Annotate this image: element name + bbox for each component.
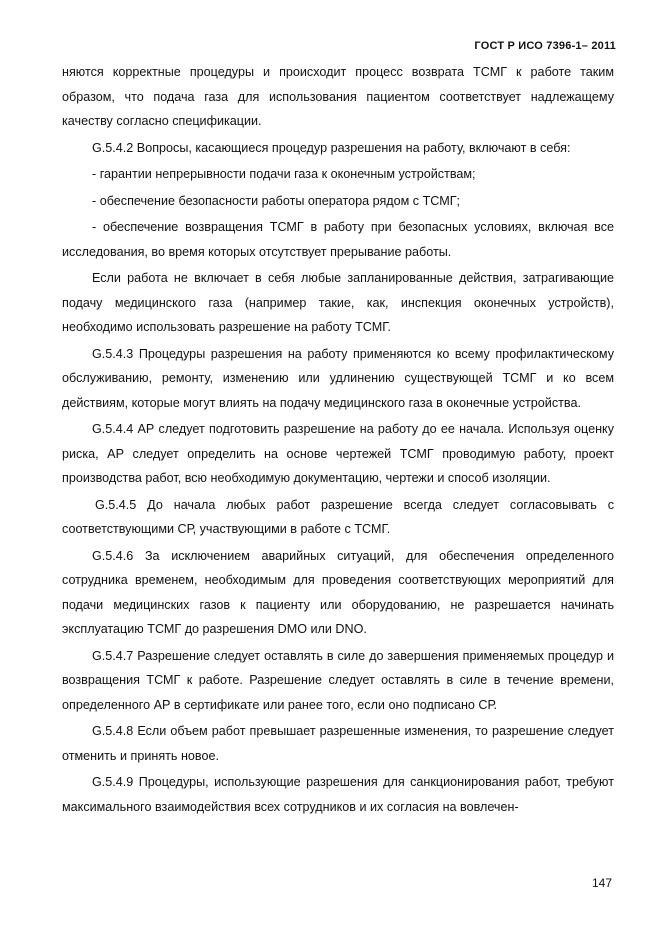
paragraph-work-permit-note: Если работа не включает в себя любые запланированные действия, затрагивающие подачу медицинского газа (например такие, как, инспекция оконечных устройств), необходимо использовать разрешение на работу ТСМГ.: [62, 271, 614, 334]
paragraph-g-5-4-8: G.5.4.8 Если объем работ превышает разрешенные изменения, то разрешение следует отменить и принять новое.: [62, 724, 614, 763]
paragraph-g-5-4-4: G.5.4.4 АР следует подготовить разрешение на работу до ее начала. Используя оценку риска, АР следует определить на основе чертежей ТСМГ проводимую работу, проект производства работ, всю необходимую документацию, чертежи и способ изоляции.: [62, 422, 614, 485]
paragraph-g-5-4-6: G.5.4.6 За исключением аварийных ситуаций, для обеспечения определенного сотрудника временем, необходимым для проведения соответствующих мероприятий для подачи медицинских газов к пациенту или оборудованию, не разрешается начинать эксплуатацию ТСМГ до разрешения DMO или DNO.: [62, 548, 614, 636]
paragraph-g-5-4-2: G.5.4.2 Вопросы, касающиеся процедур разрешения на работу, включают в себя:: [92, 140, 571, 155]
paragraph-g-5-4-9: G.5.4.9 Процедуры, использующие разрешения для санкционирования работ, требуют максимального взаимодействия всех сотрудников и их согласия на вовлечен-: [62, 775, 614, 814]
list-item-safe-return: - обеспечение возвращения ТСМГ в работу при безопасных условиях, включая все исследования, во время которых отсутствует прерывание работы.: [62, 220, 614, 259]
page-number: 147: [591, 876, 612, 890]
paragraph-g-5-4-7: G.5.4.7 Разрешение следует оставлять в силе до завершения применяемых процедур и возвращения ТСМГ к работе. Разрешение следует оставлять в силе в течение времени, определенного АР в сертификате или ранее того, если оно подписано СР.: [62, 648, 614, 712]
paragraph-continuation: няются корректные процедуры и происходит процесс возврата ТСМГ к работе таким образом, что подача газа для использования пациентом соответствует надлежащему качеству согласно спецификации.: [62, 65, 614, 128]
document-header: ГОСТ Р ИСО 7396-1– 2011: [474, 40, 616, 52]
paragraph-g-5-4-3: G.5.4.3 Процедуры разрешения на работу применяются ко всему профилактическому обслуживанию, ремонту, изменению или удлинению существующей ТСМГ и ко всем действиям, которые могут влиять на подачу медицинского газа в оконечные устройства.: [62, 346, 614, 410]
list-item-continuity: - гарантии непрерывности подачи газа к оконечным устройствам;: [92, 167, 476, 181]
document-body: [62, 60, 614, 821]
list-item-operator-safety: - обеспечение безопасности работы оператора рядом с ТСМГ;: [92, 193, 461, 208]
paragraph-g-5-4-5: G.5.4.5 До начала любых работ разрешение всегда следует согласовывать с соответствующими СР, участвующими в работе с ТСМГ.: [62, 497, 614, 536]
